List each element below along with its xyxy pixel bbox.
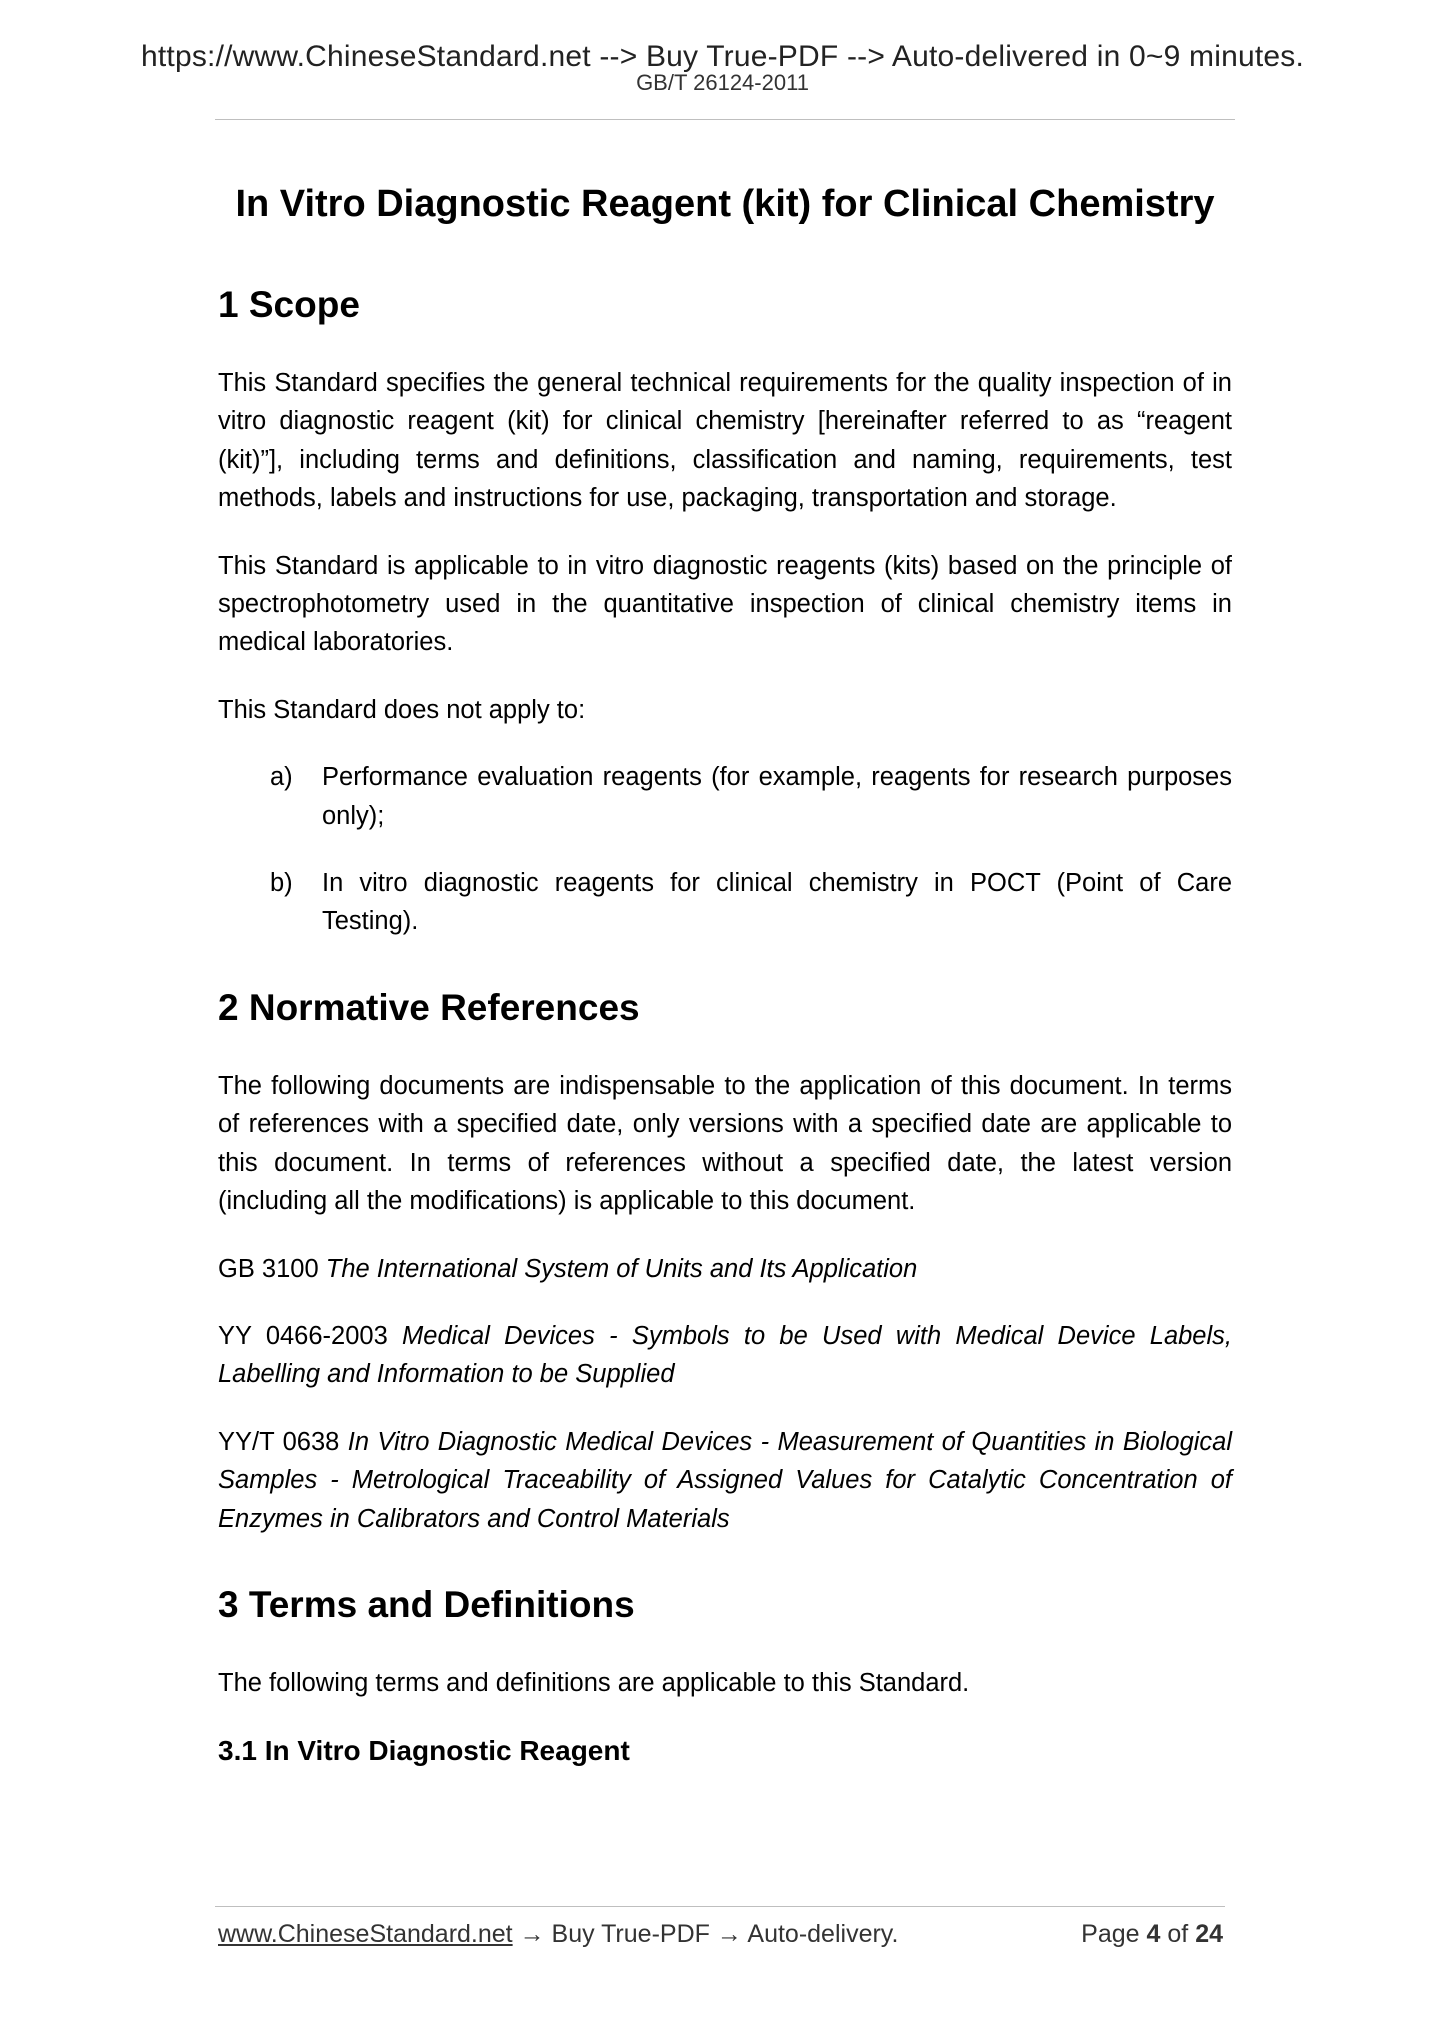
footer-tagline: → Buy True-PDF → Auto-delivery. (512, 1920, 899, 1948)
section-heading-normative-references: 2 Normative References (218, 986, 640, 1028)
reference-title: The International System of Units and Its Application (325, 1254, 918, 1283)
page-total: 24 (1195, 1920, 1223, 1948)
subsection-heading-3-1: 3.1 In Vitro Diagnostic Reagent (218, 1735, 630, 1767)
section-heading-terms-definitions: 3 Terms and Definitions (218, 1583, 635, 1625)
document-title: In Vitro Diagnostic Reagent (kit) for Clinical Chemistry (235, 183, 1215, 225)
scope-paragraph-1: This Standard specifies the general technical requirements for the quality inspection of in vitro diagnostic reagent (kit) for clinical chemistry [hereinafter referred to as “reagent (kit)”], including terms and definitions, classification and naming, requirements, test methods, labels and instructions for use, packaging, transportation and storage. (218, 369, 1232, 513)
reference-entry (218, 1250, 1232, 1288)
references-intro-paragraph: The following documents are indispensable to the application of this document. In terms of references with a specified date, only versions with a specified date are applicable to this document. In terms of references without a specified date, the latest version (including all the modifications) is applicable to this document. (218, 1071, 1232, 1216)
reference-title: Medical Devices - Symbols to be Used with Medical Device Labels, Labelling and Information to be Supplied (218, 1321, 1232, 1389)
list-item (218, 758, 1232, 835)
reference-code: GB 3100 (218, 1254, 319, 1283)
list-marker: b) (270, 869, 293, 898)
reference-entry (218, 1423, 1232, 1538)
scope-paragraph-3: This Standard does not apply to: (218, 695, 586, 724)
scope-paragraph-2: This Standard is applicable to in vitro diagnostic reagents (kits) based on the principle of spectrophotometry used in the quantitative inspection of clinical chemistry items in medical laboratories. (218, 551, 1232, 657)
reference-entry (218, 1317, 1232, 1394)
reference-code: YY 0466-2003 (218, 1321, 388, 1350)
reference-code: YY/T 0638 (218, 1427, 340, 1456)
url-banner: https://www.ChineseStandard.net --> Buy True-PDF --> Auto-delivered in 0~9 minutes. (141, 40, 1304, 73)
reference-title: In Vitro Diagnostic Medical Devices - Measurement of Quantities in Biological Samples - Metrological Traceability of Assigned Values for Catalytic Concentration of Enzymes in Calibrators and Control Materials (218, 1427, 1233, 1533)
section-heading-scope: 1 Scope (218, 284, 360, 325)
terms-intro-paragraph: The following terms and definitions are applicable to this Standard. (218, 1668, 970, 1697)
page-content (218, 176, 1232, 1771)
footer-left (218, 1920, 898, 1949)
page-counter (1081, 1920, 1223, 1949)
page-footer (218, 1920, 1223, 1949)
site-link[interactable]: www.ChineseStandard.net (218, 1920, 513, 1948)
page-word: Page (1081, 1920, 1140, 1948)
list-text: In vitro diagnostic reagents for clinical chemistry in POCT (Point of Care Testing). (322, 869, 1232, 936)
footer-divider (215, 1906, 1225, 1907)
of-word: of (1167, 1920, 1189, 1948)
list-item (218, 864, 1232, 941)
header-divider (215, 119, 1235, 120)
list-marker: a) (270, 763, 293, 792)
list-text: Performance evaluation reagents (for example, reagents for research purposes only); (322, 763, 1232, 830)
document-code: GB/T 26124-2011 (636, 70, 809, 95)
page-number: 4 (1146, 1920, 1161, 1948)
